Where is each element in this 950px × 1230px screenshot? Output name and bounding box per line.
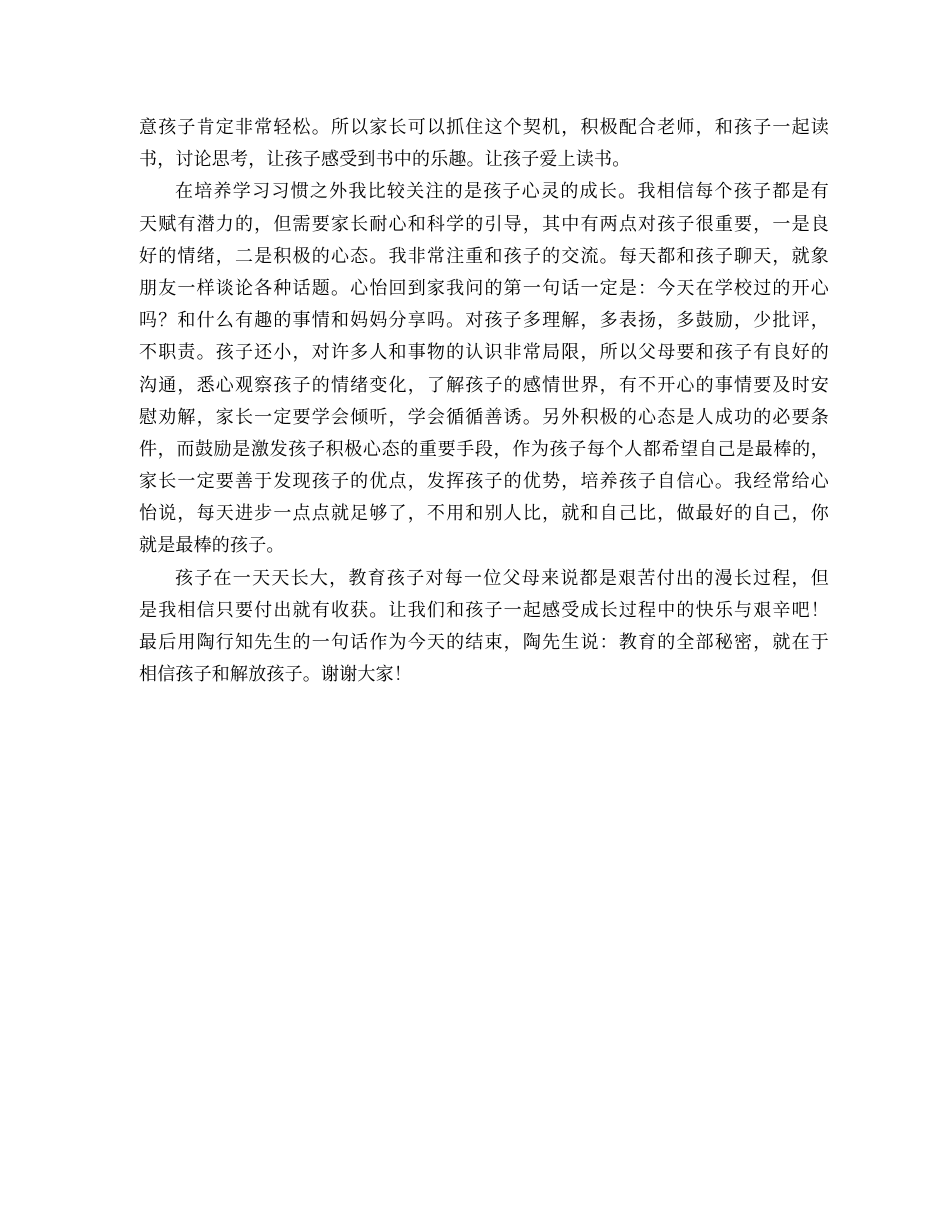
paragraph-3	[139, 563, 829, 692]
text-line: 朋友一样谈论各种话题。心怡回到家我问的第一句话一定是：今天在学校过的开心	[139, 277, 829, 299]
text-line: 意孩子肯定非常轻松。所以家长可以抓住这个契机，积极配合老师，和孩子一起读	[139, 117, 829, 138]
text-line: 在培养学习习惯之外我比较关注的是孩子心灵的成长。我相信每个孩子都是有	[175, 181, 829, 203]
text-line: 家长一定要善于发现孩子的优点，发挥孩子的优势，培养孩子自信心。我经常给心	[139, 471, 829, 493]
text-line: 怡说，每天进步一点点就足够了，不用和别人比，就和自己比，做最好的自己，你	[139, 503, 829, 525]
text-line: 相信孩子和解放孩子。谢谢大家！	[139, 664, 412, 686]
text-line: 吗？和什么有趣的事情和妈妈分享吗。对孩子多理解，多表扬，多鼓励，少批评，	[139, 310, 829, 332]
text-line: 不职责。孩子还小，对许多人和事物的认识非常局限，所以父母要和孩子有良好的	[139, 342, 829, 364]
document-body	[139, 112, 829, 691]
text-line: 件，而鼓励是激发孩子积极心态的重要手段，作为孩子每个人都希望自己是最棒的，	[139, 438, 829, 460]
text-line: 慰劝解，家长一定要学会倾听，学会循循善诱。另外积极的心态是人成功的必要条	[139, 406, 829, 428]
text-line: 沟通，悉心观察孩子的情绪变化，了解孩子的感情世界，有不开心的事情要及时安	[139, 374, 829, 396]
text-line: 天赋有潜力的，但需要家长耐心和科学的引导，其中有两点对孩子很重要，一是良	[139, 213, 829, 235]
text-line: 孩子在一天天长大，教育孩子对每一位父母来说都是艰苦付出的漫长过程，但	[175, 567, 829, 589]
text-line: 最后用陶行知先生的一句话作为今天的结束，陶先生说：教育的全部秘密，就在于	[139, 632, 829, 653]
paragraph-1	[139, 112, 829, 176]
text-line: 书，讨论思考，让孩子感受到书中的乐趣。让孩子爱上读书。	[139, 149, 631, 171]
text-line: 好的情绪，二是积极的心态。我非常注重和孩子的交流。每天都和孩子聊天，就象	[139, 245, 829, 267]
paragraph-2	[139, 176, 829, 562]
text-line: 就是最棒的孩子。	[139, 535, 285, 557]
text-line: 是我相信只要付出就有收获。让我们和孩子一起感受成长过程中的快乐与艰辛吧！	[139, 599, 829, 621]
